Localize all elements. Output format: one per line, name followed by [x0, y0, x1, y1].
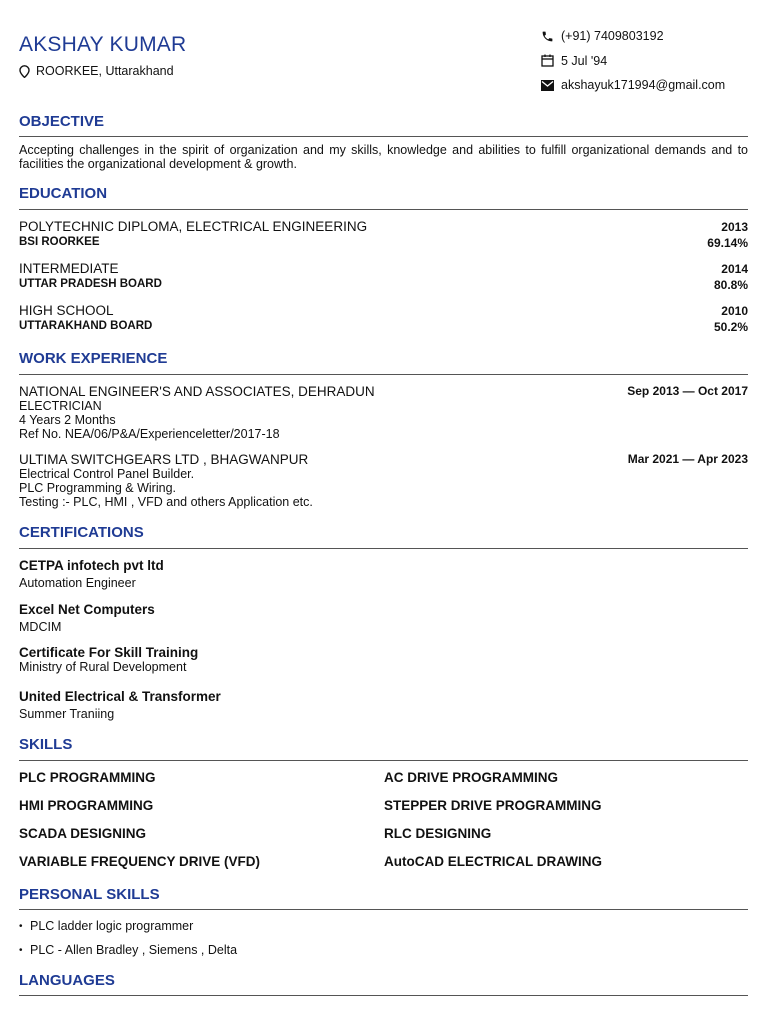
certification-sub: MDCIM — [19, 620, 62, 634]
certification-sub: Summer Traniing — [19, 707, 115, 721]
skill-item: SCADA DESIGNING — [19, 826, 147, 841]
skill-item: HMI PROGRAMMING — [19, 798, 154, 813]
work-line: 4 Years 2 Months — [19, 413, 116, 427]
certification-title: CETPA infotech pvt ltd — [19, 558, 164, 573]
location-pin-icon — [19, 65, 30, 78]
divider — [19, 909, 748, 910]
personal-skills-heading: PERSONAL SKILLS — [19, 886, 160, 903]
work-company: ULTIMA SWITCHGEARS LTD , BHAGWANPUR — [19, 452, 309, 467]
phone-icon — [540, 29, 554, 43]
education-school: BSI ROORKEE — [19, 236, 100, 248]
divider — [19, 136, 748, 137]
education-entry — [19, 303, 748, 332]
certification-entry — [19, 645, 198, 674]
objective-text: Accepting challenges in the spirit of organization and my skills, knowledge and abilities to fulfill organizational demands and to facilities the organizational development & growth. — [19, 143, 748, 171]
work-line: PLC Programming & Wiring. — [19, 481, 176, 495]
certification-title: Excel Net Computers — [19, 602, 155, 617]
education-title: POLYTECHNIC DIPLOMA, ELECTRICAL ENGINEERING — [19, 219, 368, 234]
education-score: 80.8% — [713, 278, 748, 292]
work-heading: WORK EXPERIENCE — [19, 350, 168, 367]
education-title: INTERMEDIATE — [19, 261, 119, 276]
education-year: 2013 — [721, 220, 748, 234]
skill-item: STEPPER DRIVE PROGRAMMING — [384, 798, 602, 813]
personal-skill-text: PLC ladder logic programmer — [30, 919, 194, 933]
certification-entry — [19, 689, 221, 721]
certification-title: United Electrical & Transformer — [19, 689, 221, 704]
education-entry — [19, 219, 748, 248]
education-entry — [19, 261, 748, 290]
skill-item: AutoCAD ELECTRICAL DRAWING — [384, 854, 602, 869]
email-row — [540, 73, 725, 98]
certifications-heading: CERTIFICATIONS — [19, 524, 144, 541]
work-dates: Sep 2013 — Oct 2017 — [627, 384, 748, 398]
work-line: Electrical Control Panel Builder. — [19, 467, 195, 481]
work-dates: Mar 2021 — Apr 2023 — [627, 452, 748, 466]
email-address[interactable]: akshayuk171994@gmail.com — [561, 78, 726, 93]
education-score: 50.2% — [713, 320, 748, 334]
languages-heading: LANGUAGES — [19, 972, 115, 989]
phone-row — [540, 24, 725, 49]
list-item — [19, 943, 237, 958]
calendar-icon — [540, 54, 554, 68]
education-school: UTTARAKHAND BOARD — [19, 320, 153, 332]
certification-sub: Automation Engineer — [19, 576, 136, 590]
education-school: UTTAR PRADESH BOARD — [19, 278, 162, 290]
skill-item: VARIABLE FREQUENCY DRIVE (VFD) — [19, 854, 261, 869]
skills-heading: SKILLS — [19, 736, 73, 753]
education-title: HIGH SCHOOL — [19, 303, 114, 318]
bullet-icon: • — [19, 921, 23, 932]
education-score: 69.14% — [707, 236, 748, 250]
bullet-icon: • — [19, 945, 23, 956]
skill-item: AC DRIVE PROGRAMMING — [384, 770, 559, 785]
work-entry — [19, 452, 748, 509]
certification-sub: Ministry of Rural Development — [19, 660, 187, 674]
work-company: NATIONAL ENGINEER'S AND ASSOCIATES, DEHRADUN — [19, 384, 375, 399]
divider — [19, 548, 748, 549]
contact-info — [540, 24, 725, 98]
divider — [19, 760, 748, 761]
email-icon — [540, 78, 554, 92]
work-line: ELECTRICIAN — [19, 399, 102, 413]
personal-skill-text: PLC - Allen Bradley , Siemens , Delta — [30, 943, 238, 957]
list-item — [19, 919, 193, 934]
date-of-birth: 5 Jul '94 — [561, 53, 608, 68]
work-line: Testing :- PLC, HMI , VFD and others Application etc. — [19, 495, 313, 509]
phone-number[interactable]: (+91) 7409803192 — [561, 29, 664, 44]
dob-row — [540, 49, 725, 74]
work-line: Ref No. NEA/06/P&A/Experienceletter/2017-18 — [19, 427, 280, 441]
divider — [19, 374, 748, 375]
certification-entry — [19, 558, 164, 590]
education-year: 2010 — [721, 304, 748, 318]
divider — [19, 995, 748, 996]
skill-item: RLC DESIGNING — [384, 826, 492, 841]
objective-heading: OBJECTIVE — [19, 113, 105, 130]
work-entry — [19, 384, 748, 441]
certification-entry — [19, 602, 155, 634]
skill-item: PLC PROGRAMMING — [19, 770, 156, 785]
certification-title: Certificate For Skill Training — [19, 645, 199, 660]
location-text: ROORKEE, Uttarakhand — [36, 64, 174, 78]
education-year: 2014 — [721, 262, 748, 276]
divider — [19, 209, 748, 210]
location — [19, 64, 174, 78]
education-heading: EDUCATION — [19, 185, 108, 202]
candidate-name: AKSHAY KUMAR — [19, 33, 187, 56]
